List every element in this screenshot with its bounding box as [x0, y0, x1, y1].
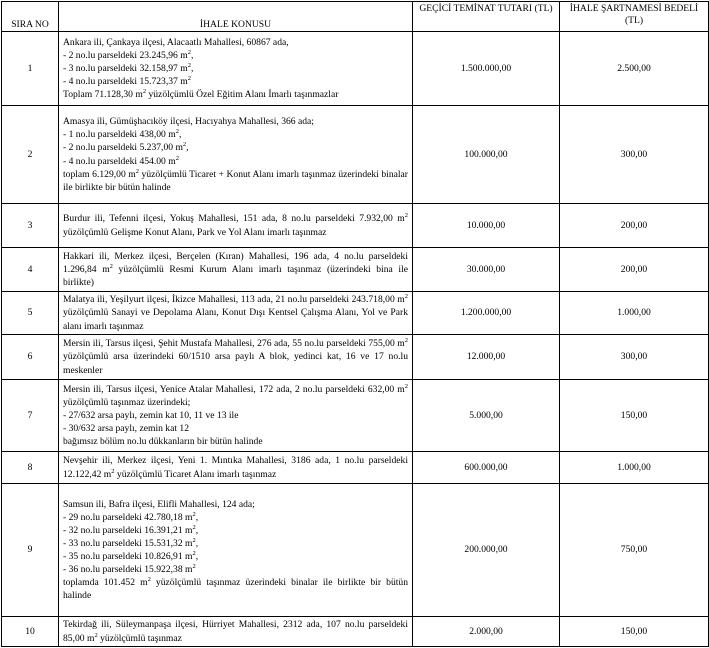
teminat-cell: 2.000,00: [413, 617, 560, 647]
teminat-cell: 12.000,00: [413, 335, 560, 380]
description-line: Tekirdağ ili, Süleymanpaşa ilçesi, Hürriyet Mahallesi, 2312 ada, 107 no.lu parseldeki 85,00 $m^2$ yüzölçümlü taşınmaz: [63, 619, 408, 644]
description-line: bağımsız bölüm no.lu dükkanların bir bütün halinde: [63, 436, 263, 448]
teminat-cell: 200.000,00: [413, 484, 560, 617]
table-row: [2, 617, 709, 647]
description-line: Mersin ili, Tarsus ilçesi, Yenice Atalar Mahallesi, 172 ada, 2 no.lu parseldeki 632,00 $m^2$ yüzölçümlü taşınmaz üzerindeki;: [63, 382, 408, 408]
description-line: - 4 no.lu parseldeki 454.00 $m^2$: [63, 154, 179, 167]
table-row: [2, 484, 709, 617]
description-line: toplamda 101.452 $m^2$ yüzölçümlü taşınmaz üzerindeki binalar ile birlikte bir bütün halinde: [63, 576, 408, 602]
sartname-cell: 150,00: [560, 380, 709, 452]
sira-no-cell: 8: [2, 452, 59, 484]
description-line: - 2 no.lu parseldeki 23.245,96 $m^2$,: [63, 48, 194, 61]
table-row: [2, 335, 709, 380]
sira-no-cell: 2: [2, 106, 59, 204]
table-row: [2, 380, 709, 452]
sartname-cell: 200,00: [560, 204, 709, 248]
ihale-konusu-cell: [59, 204, 413, 248]
sartname-cell: 300,00: [560, 106, 709, 204]
sira-no-cell: 5: [2, 292, 59, 335]
description-line: Malatya ili, Yeşilyurt ilçesi, İkizce Mahallesi, 113 ada, 21 no.lu parseldeki 243.718,00 $m^2$ yüzölçümlü Sanayi ve Depolama Alanı, Konut Dışı Kentsel Çalışma Alanı, Yol ve Park alanı imarlı taşınmaz: [63, 293, 408, 332]
description-line: Amasya ili, Gümüşhacıköy ilçesi, Hacıyahya Mahallesi, 366 ada;: [63, 116, 314, 128]
description-line: - 1 no.lu parseldeki 438,00 $m^2$,: [63, 128, 182, 141]
description-line: - 30/632 arsa paylı, zemin kat 12: [63, 423, 190, 435]
sira-no-cell: 1: [2, 32, 59, 106]
description-line: - 33 no.lu parseldeki 15.531,32 $m^2$,: [63, 536, 199, 549]
sira-no-cell: 4: [2, 248, 59, 292]
sartname-cell: 200,00: [560, 248, 709, 292]
table-row: [2, 452, 709, 484]
header-ihale-konusu: İHALE KONUSU: [59, 2, 413, 32]
description-line: - 29 no.lu parseldeki 42.780,18 $m^2$,: [63, 510, 199, 523]
description-line: Samsun ili, Bafra ilçesi, Elifli Mahallesi, 124 ada;: [63, 498, 255, 510]
ihale-konusu-cell: [59, 335, 413, 380]
ihale-konusu-cell: [59, 484, 413, 617]
description-line: - 35 no.lu parseldeki 10.826,91 $m^2$,: [63, 550, 199, 562]
sira-no-cell: 7: [2, 380, 59, 452]
description-line: - 32 no.lu parseldeki 16.391,21 $m^2$,: [63, 523, 199, 536]
description-line: Hakkari ili, Merkez ilçesi, Berçelen (Kıran) Mahallesi, 196 ada, 4 no.lu parseldeki 1.296,84 $m^2$ yüzölçümlü Resmi Kurum Alanı imarlı taşınmaz (üzerindeki bina ile birlikte): [63, 250, 408, 289]
header-sartname-bedeli: İHALE ŞARTNAMESİ BEDELİ (TL): [560, 2, 709, 32]
sira-no-cell: 6: [2, 335, 59, 380]
sartname-cell: 1.000,00: [560, 292, 709, 335]
description-line: - 4 no.lu parseldeki 15.723,37 $m^2$: [63, 75, 191, 88]
header-sira-no: SIRA NO: [2, 2, 59, 32]
sira-no-cell: 9: [2, 484, 59, 617]
description-line: Toplam 71.128,30 $m^2$ yüzölçümlü Özel Eğitim Alanı İmarlı taşınmazlar: [63, 88, 339, 101]
teminat-cell: 30.000,00: [413, 248, 560, 292]
ihale-konusu-cell: [59, 32, 413, 106]
table-body: [2, 32, 709, 647]
sartname-cell: 750,00: [560, 484, 709, 617]
description-line: Nevşehir ili, Merkez ilçesi, Yeni 1. Mıntıka Mahallesi, 3186 ada, 1 no.lu parseldeki 12.122,42 $m^2$ yüzölçümlü Ticaret Alanı imarlı taşınmaz: [63, 455, 408, 480]
ihale-konusu-cell: [59, 617, 413, 647]
description-line: - 3 no.lu parseldeki 32.158,97 $m^2$,: [63, 61, 194, 74]
sartname-cell: 1.000,00: [560, 452, 709, 484]
sira-no-cell: 10: [2, 617, 59, 647]
description-line: toplam 6.129,00 $m^2$ yüzölçümlü Ticaret + Konut Alanı imarlı taşınmaz üzerindeki binalar ile birlikte bir bütün halinde: [63, 167, 409, 193]
ihale-konusu-cell: [59, 106, 413, 204]
teminat-cell: 1.200.000,00: [413, 292, 560, 335]
teminat-cell: 100.000,00: [413, 106, 560, 204]
table-row: [2, 32, 709, 106]
ihale-konusu-cell: [59, 292, 413, 335]
ihale-konusu-cell: [59, 380, 413, 452]
description-line: - 2 no.lu parseldeki 5.237,00 $m^2$,: [63, 141, 189, 154]
teminat-cell: 5.000,00: [413, 380, 560, 452]
table-row: [2, 248, 709, 292]
table-row: [2, 204, 709, 248]
sartname-cell: 150,00: [560, 617, 709, 647]
table-row: [2, 292, 709, 335]
ihale-konusu-cell: [59, 248, 413, 292]
header-gecici-teminat: GEÇİCİ TEMİNAT TUTARI (TL): [413, 2, 560, 32]
sira-no-cell: 3: [2, 204, 59, 248]
description-line: Burdur ili, Tefenni ilçesi, Yokuş Mahallesi, 151 ada, 8 no.lu parseldeki 7.932,00 $m^2$ yüzölçümlü Gelişme Konut Alanı, Park ve Yol Alanı imarlı taşınmaz: [63, 212, 408, 238]
sartname-cell: 300,00: [560, 335, 709, 380]
teminat-cell: 1.500.000,00: [413, 32, 560, 106]
description-line: - 27/632 arsa paylı, zemin kat 10, 11 ve 13 ile: [63, 409, 239, 421]
ihale-table: [1, 1, 709, 647]
sartname-cell: 2.500,00: [560, 32, 709, 106]
description-line: Mersin ili, Tarsus ilçesi, Şehit Mustafa Mahallesi, 276 ada, 55 no.lu parseldeki 755,00 $m^2$ yüzölçümlü arsa üzerindeki 60/1510 arsa paylı A blok, yedinci kat, 16 ve 17 no.lu meskenler: [63, 337, 408, 376]
description-line: - 36 no.lu parseldeki 15.922,38 $m^2$: [63, 563, 196, 576]
description-line: Ankara ili, Çankaya ilçesi, Alacaatlı Mahallesi, 60867 ada,: [63, 36, 289, 48]
table-row: [2, 106, 709, 204]
teminat-cell: 600.000,00: [413, 452, 560, 484]
header-row: [2, 2, 709, 32]
teminat-cell: 10.000,00: [413, 204, 560, 248]
ihale-konusu-cell: [59, 452, 413, 484]
